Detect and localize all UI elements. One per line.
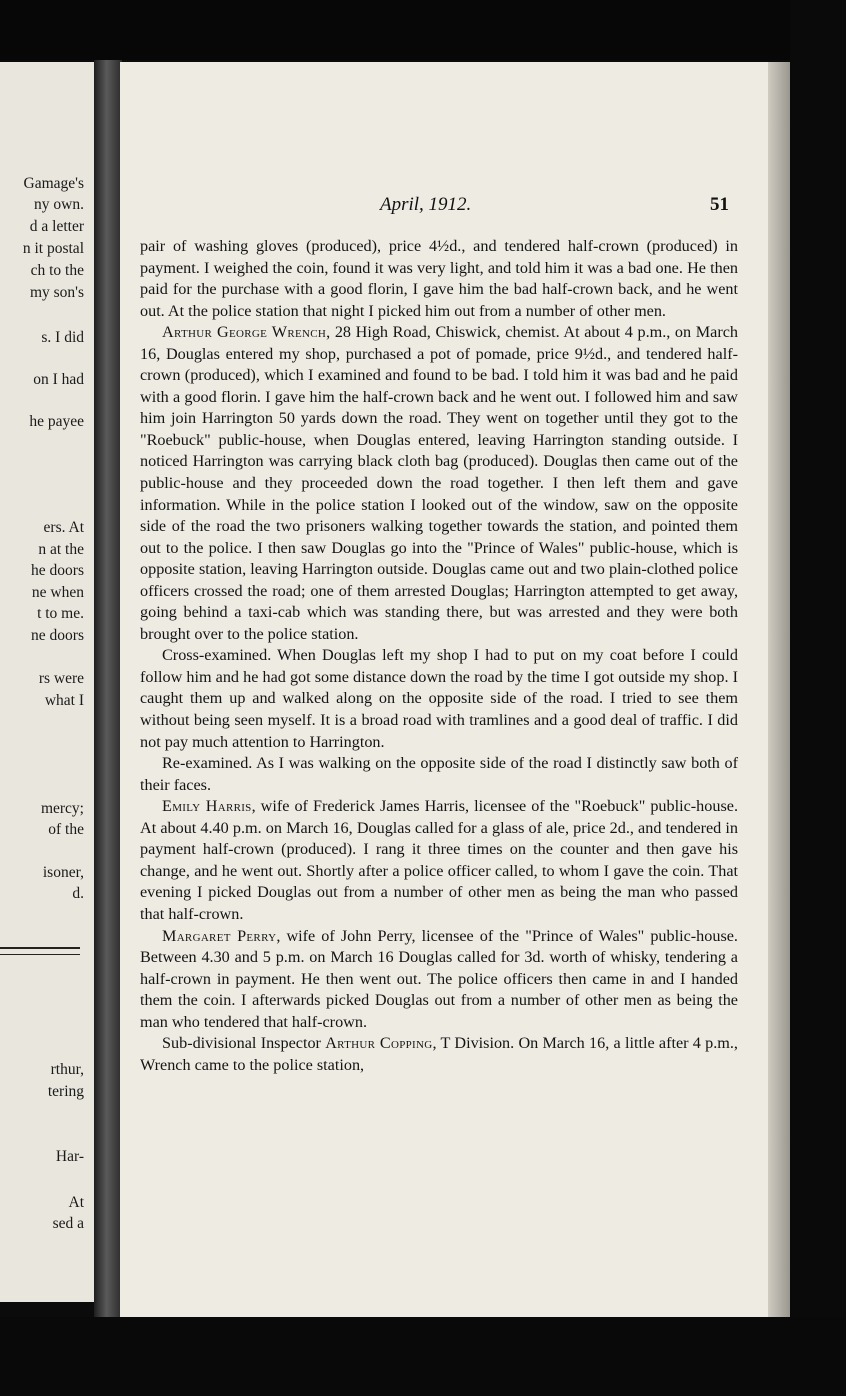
scan-right-border <box>790 0 846 1396</box>
fragment-line: d a letter <box>29 218 84 235</box>
scan-top-border <box>0 0 846 60</box>
paragraph <box>140 1033 738 1076</box>
fragment-line: of the <box>48 821 84 838</box>
fragment-line: ny own. <box>34 196 84 213</box>
fragment-line: n it postal <box>22 240 84 257</box>
fragment-line: s. I did <box>41 329 84 346</box>
page-edge <box>768 62 790 1317</box>
fragment-line: ne when <box>31 584 84 601</box>
fragment-line: t to me. <box>37 605 84 622</box>
fragment-line: my son's <box>29 284 84 301</box>
page-number: 51 <box>710 194 729 215</box>
fragment-rule <box>0 947 80 949</box>
fragment-line: n at the <box>38 541 84 558</box>
scan-bottom-border <box>0 1317 846 1396</box>
witness-name: Arthur George Wrench <box>162 323 327 342</box>
fragment-line: he doors <box>31 562 84 579</box>
fragment-line: tering <box>47 1083 84 1100</box>
fragment-line: on I had <box>33 371 84 388</box>
fragment-line: At <box>68 1194 84 1211</box>
paragraph-text: Cross-examined. When Douglas left my shop I had to put on my coat before I could follow him and he had got some distance down the road by the time I got outside my shop. I caught them up and walked along on the opposite side of the road. I tried to see them without being seen myself. It is a broad road with tramlines and a good deal of traffic. I did not pay much attention to Harrington. <box>140 646 738 751</box>
fragment-line: ne doors <box>31 627 84 644</box>
fragment-line: sed a <box>52 1215 84 1232</box>
paragraph-text: , wife of John Perry, licensee of the "Prince of Wales" public-house. Between 4.30 and 5 p.m. on March 16 Douglas called for 3d. worth of whisky, tendering a half-crown in payment. He then went out. The police officers then came in and I handed them the coin. I afterwards picked Douglas out from a number of other men as being the man who tendered that half-crown. <box>140 926 738 1031</box>
witness-name: Margaret Perry <box>162 926 277 945</box>
fragment-line: rthur, <box>50 1061 84 1078</box>
fragment-line: isoner, <box>42 864 84 881</box>
paragraph-text: Re-examined. As I was walking on the opposite side of the road I distinctly saw both of their faces. <box>140 754 738 794</box>
paragraph <box>140 926 738 1034</box>
paragraph <box>140 645 738 753</box>
paragraph-text: , wife of Frederick James Harris, licensee of the "Roebuck" public-house. At about 4.40 p.m. on March 16, Douglas called for a glass of ale, price 2d., and tendered in payment half-crown (produced). I rang it three times on the counter and then gave his change, and he went out. Shortly after a police officer called, to whom I gave the coin. That evening I picked Douglas out from a number of other men as being the man who passed that half-crown. <box>140 797 738 923</box>
fragment-line: d. <box>72 885 84 902</box>
paragraph <box>140 322 738 645</box>
fragment-line: rs were <box>38 670 84 687</box>
paragraph <box>140 796 738 925</box>
book-gutter <box>94 60 122 1320</box>
running-header <box>120 194 768 218</box>
witness-name: Emily Harris <box>162 797 252 816</box>
witness-name: Arthur Copping <box>325 1034 433 1053</box>
fragment-line: Gamage's <box>23 175 84 192</box>
body-text <box>140 236 738 1076</box>
page <box>120 62 768 1317</box>
fragment-line: he payee <box>29 413 84 430</box>
paragraph-text: pair of washing gloves (produced), price 4½d., and tendered half-crown (produced) in payment. I weighed the coin, found it was very light, and told him it was a bad one. He then paid for the purchase with a good florin, I gave him the bad half-crown back, and he went out. At the police station that night I picked him out from a number of other men. <box>140 237 738 320</box>
fragment-line: ers. At <box>43 519 84 536</box>
paragraph-text: Sub-divisional Inspector <box>162 1034 326 1053</box>
fragment-rule <box>0 954 80 955</box>
facing-page-fragment <box>0 62 96 1302</box>
fragment-line: ch to the <box>30 262 84 279</box>
paragraph <box>140 753 738 796</box>
paragraph-text: , 28 High Road, Chiswick, chemist. At about 4 p.m., on March 16, Douglas entered my shop, purchased a pot of pomade, price 9½d., and tendered half-crown (produced), which I examined and found to be bad. I told him it was bad and he paid with a good florin. I gave him the half-crown back and he went out. I followed him and saw him join Harrington 50 yards down the road. They went on together until they got to the "Roebuck" public-house, when Douglas entered, leaving Harrington standing outside. I noticed Harrington was carrying black cloth bag (produced). Douglas then came out of the public-house and they proceeded down the road together. I then left them and gave information. While in the police station I looked out of the window, saw on the opposite side of the road the two prisoners walking together towards the station, and pointed them out to the police. I then saw Douglas go into the "Prince of Wales" public-house, which is opposite station, leaving Harrington outside. Douglas came out and two plain-clothed police officers crossed the road; one of them arrested Douglas; Harrington attempted to get away, going behind a taxi-cab which was standing there, but was arrested and they were both brought over to the police station. <box>140 323 738 643</box>
paragraph-text: , T Division. On March 16, a little after 4 p.m., Wrench came to the police station, <box>140 1034 738 1074</box>
fragment-line: mercy; <box>40 800 84 817</box>
fragment-line: Har- <box>55 1148 84 1165</box>
paragraph <box>140 236 738 322</box>
fragment-line: what I <box>44 692 84 709</box>
running-title: April, 1912. <box>380 194 472 215</box>
